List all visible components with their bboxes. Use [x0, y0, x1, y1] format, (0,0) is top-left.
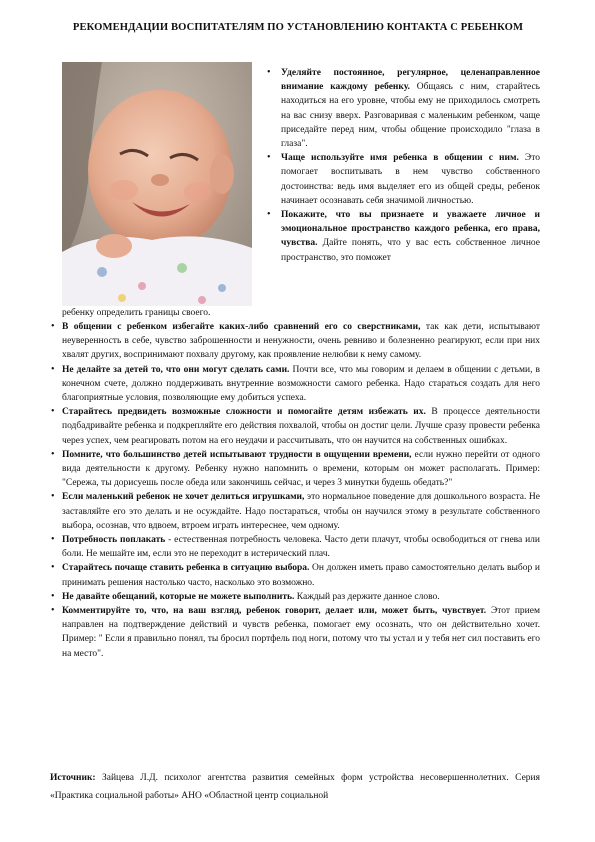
item-lead: Не давайте обещаний, которые не можете выполнить.: [62, 591, 295, 602]
item-lead: Помните, что большинство детей испытывают трудности в ощущении времени,: [62, 449, 412, 460]
source-label: Источник:: [50, 773, 96, 783]
list-item: [50, 590, 540, 604]
list-item: [50, 533, 540, 561]
list-item: [50, 363, 540, 406]
item-text: В процессе деятельности подбадривайте ребенка и подкрепляйте его действия похвалой, чтобы он достиг цели. Лучше сразу провести ребенка через успех, чем реагировать потом на его неудачи и рассчитывать, что он научится на собственных ошибках.: [62, 407, 540, 446]
item-text: - естественная потребность человека. Часто дети плачут, чтобы освободиться от гнева или боли. Не мешайте им, если это не переходит в истерический плач.: [62, 535, 540, 560]
item-text: Дайте понять, что у вас есть собственное личное пространство, это поможет: [281, 238, 540, 263]
list-item: [50, 448, 540, 491]
list-item: [264, 151, 540, 208]
item-text: Каждый раз держите данное слово.: [294, 591, 440, 602]
list-item: [50, 604, 540, 661]
list-item: [50, 405, 540, 448]
list-item: [50, 561, 540, 589]
main-bullet-list: [50, 320, 540, 661]
page-title: РЕКОМЕНДАЦИИ ВОСПИТАТЕЛЯМ ПО УСТАНОВЛЕНИЮ КОНТАКТА С РЕБЕНКОМ: [72, 22, 524, 33]
source-text: Зайцева Л.Д. психолог агентства развития семейных форм устройства несовершеннолетних. Серия «Практика социальной работы» АНО «Областной центр социальной: [50, 773, 540, 801]
item-lead: В общении с ребенком избегайте каких-либо сравнений его со сверстниками,: [62, 322, 421, 332]
item-lead: Если маленький ребенок не хочет делиться игрушками,: [62, 492, 305, 503]
item-lead: Покажите, что вы признаете и уважаете личное и эмоциональное пространство каждого ребенка, его права, чувства.: [281, 210, 540, 249]
list-item: [264, 208, 540, 265]
item-lead: Комментируйте то, что, на ваш взгляд, ребенок говорит, делает или, может быть, чувствует.: [62, 606, 487, 617]
source-citation: [50, 769, 540, 805]
item-lead: Потребность поплакать: [62, 535, 166, 546]
item-text: так как дети, испытывают неуверенность в себе, чувство заброшенности и ненужности, очень ревниво и болезненно реагируют, если при них хвалят других, воспринимают похвалу другому, как проявление нелюбви к нему самому.: [62, 322, 540, 361]
list-item: [264, 66, 540, 151]
item-text: Это помогает воспитывать в нем чувство собственного достоинства: ведь имя выделяет его из общей среды, ребенок начинает осознавать себя значимой личностью.: [281, 153, 540, 206]
item-lead: Старайтесь почаще ставить ребенка в ситуацию выбора.: [62, 563, 310, 574]
baby-photo-illustration: [62, 62, 252, 306]
item-lead: Не делайте за детей то, что они могут сделать сами.: [62, 364, 290, 375]
right-bullet-list: [264, 66, 540, 265]
continued-text: ребенку определить границы своего.: [62, 308, 211, 318]
item-lead: Чаще используйте имя ребенка в общении с ним.: [281, 153, 519, 164]
item-text: Почти все, что мы говорим и делаем в общении с детьми, в конечном счете, должно поддерживать внутренние возможности самого ребенка. Надо стараться создать для него благоприятные условия, позволяющие ему добиться успеха.: [62, 364, 540, 404]
item-text: Он должен иметь право самостоятельно делать выбор и принимать решения настолько часто, насколько это возможно.: [62, 563, 540, 588]
list-item: [50, 320, 540, 363]
baby-photo: [62, 62, 252, 306]
item-lead: Уделяйте постоянное, регулярное, целенаправленное внимание каждому ребенку.: [281, 68, 540, 93]
item-text: если нужно перейти от одного вида деятельности к другому. Ребенку нужно напомнить о времени, которым он может располагать. Пример: "Сережа, ты дорисуешь после обеда или закончишь сейчас, и через 3 минутки будешь обедать?": [62, 449, 540, 489]
item-lead: Старайтесь предвидеть возможные сложности и помогайте детям избежать их.: [62, 407, 426, 418]
item-text: это нормальное поведение для дошкольного возраста. Не заставляйте его это делать и не осуждайте. Надо постараться, чтобы он научился этому в результате собственного выбора, осознав, что вдвоем, втроем играть интереснее, чем одному.: [62, 492, 541, 531]
list-item: [50, 490, 540, 533]
item-text: Этот прием направлен на подтверждение действий и чувств ребенка, помогает ему осознать, что он действительно хочет. Пример: " Если я правильно понял, ты бросил портфель под ноги, потому что ты устал и у тебя нет сил поставить его на место".: [62, 606, 540, 659]
item-text: Общаясь с ним, старайтесь находиться на его уровне, чтобы ему не приходилось смотреть на вас снизу вверх. Разговаривая с маленьким ребенком, чаще приседайте перед ним, чтобы общение происходило "глаза в глаза".: [281, 82, 540, 150]
